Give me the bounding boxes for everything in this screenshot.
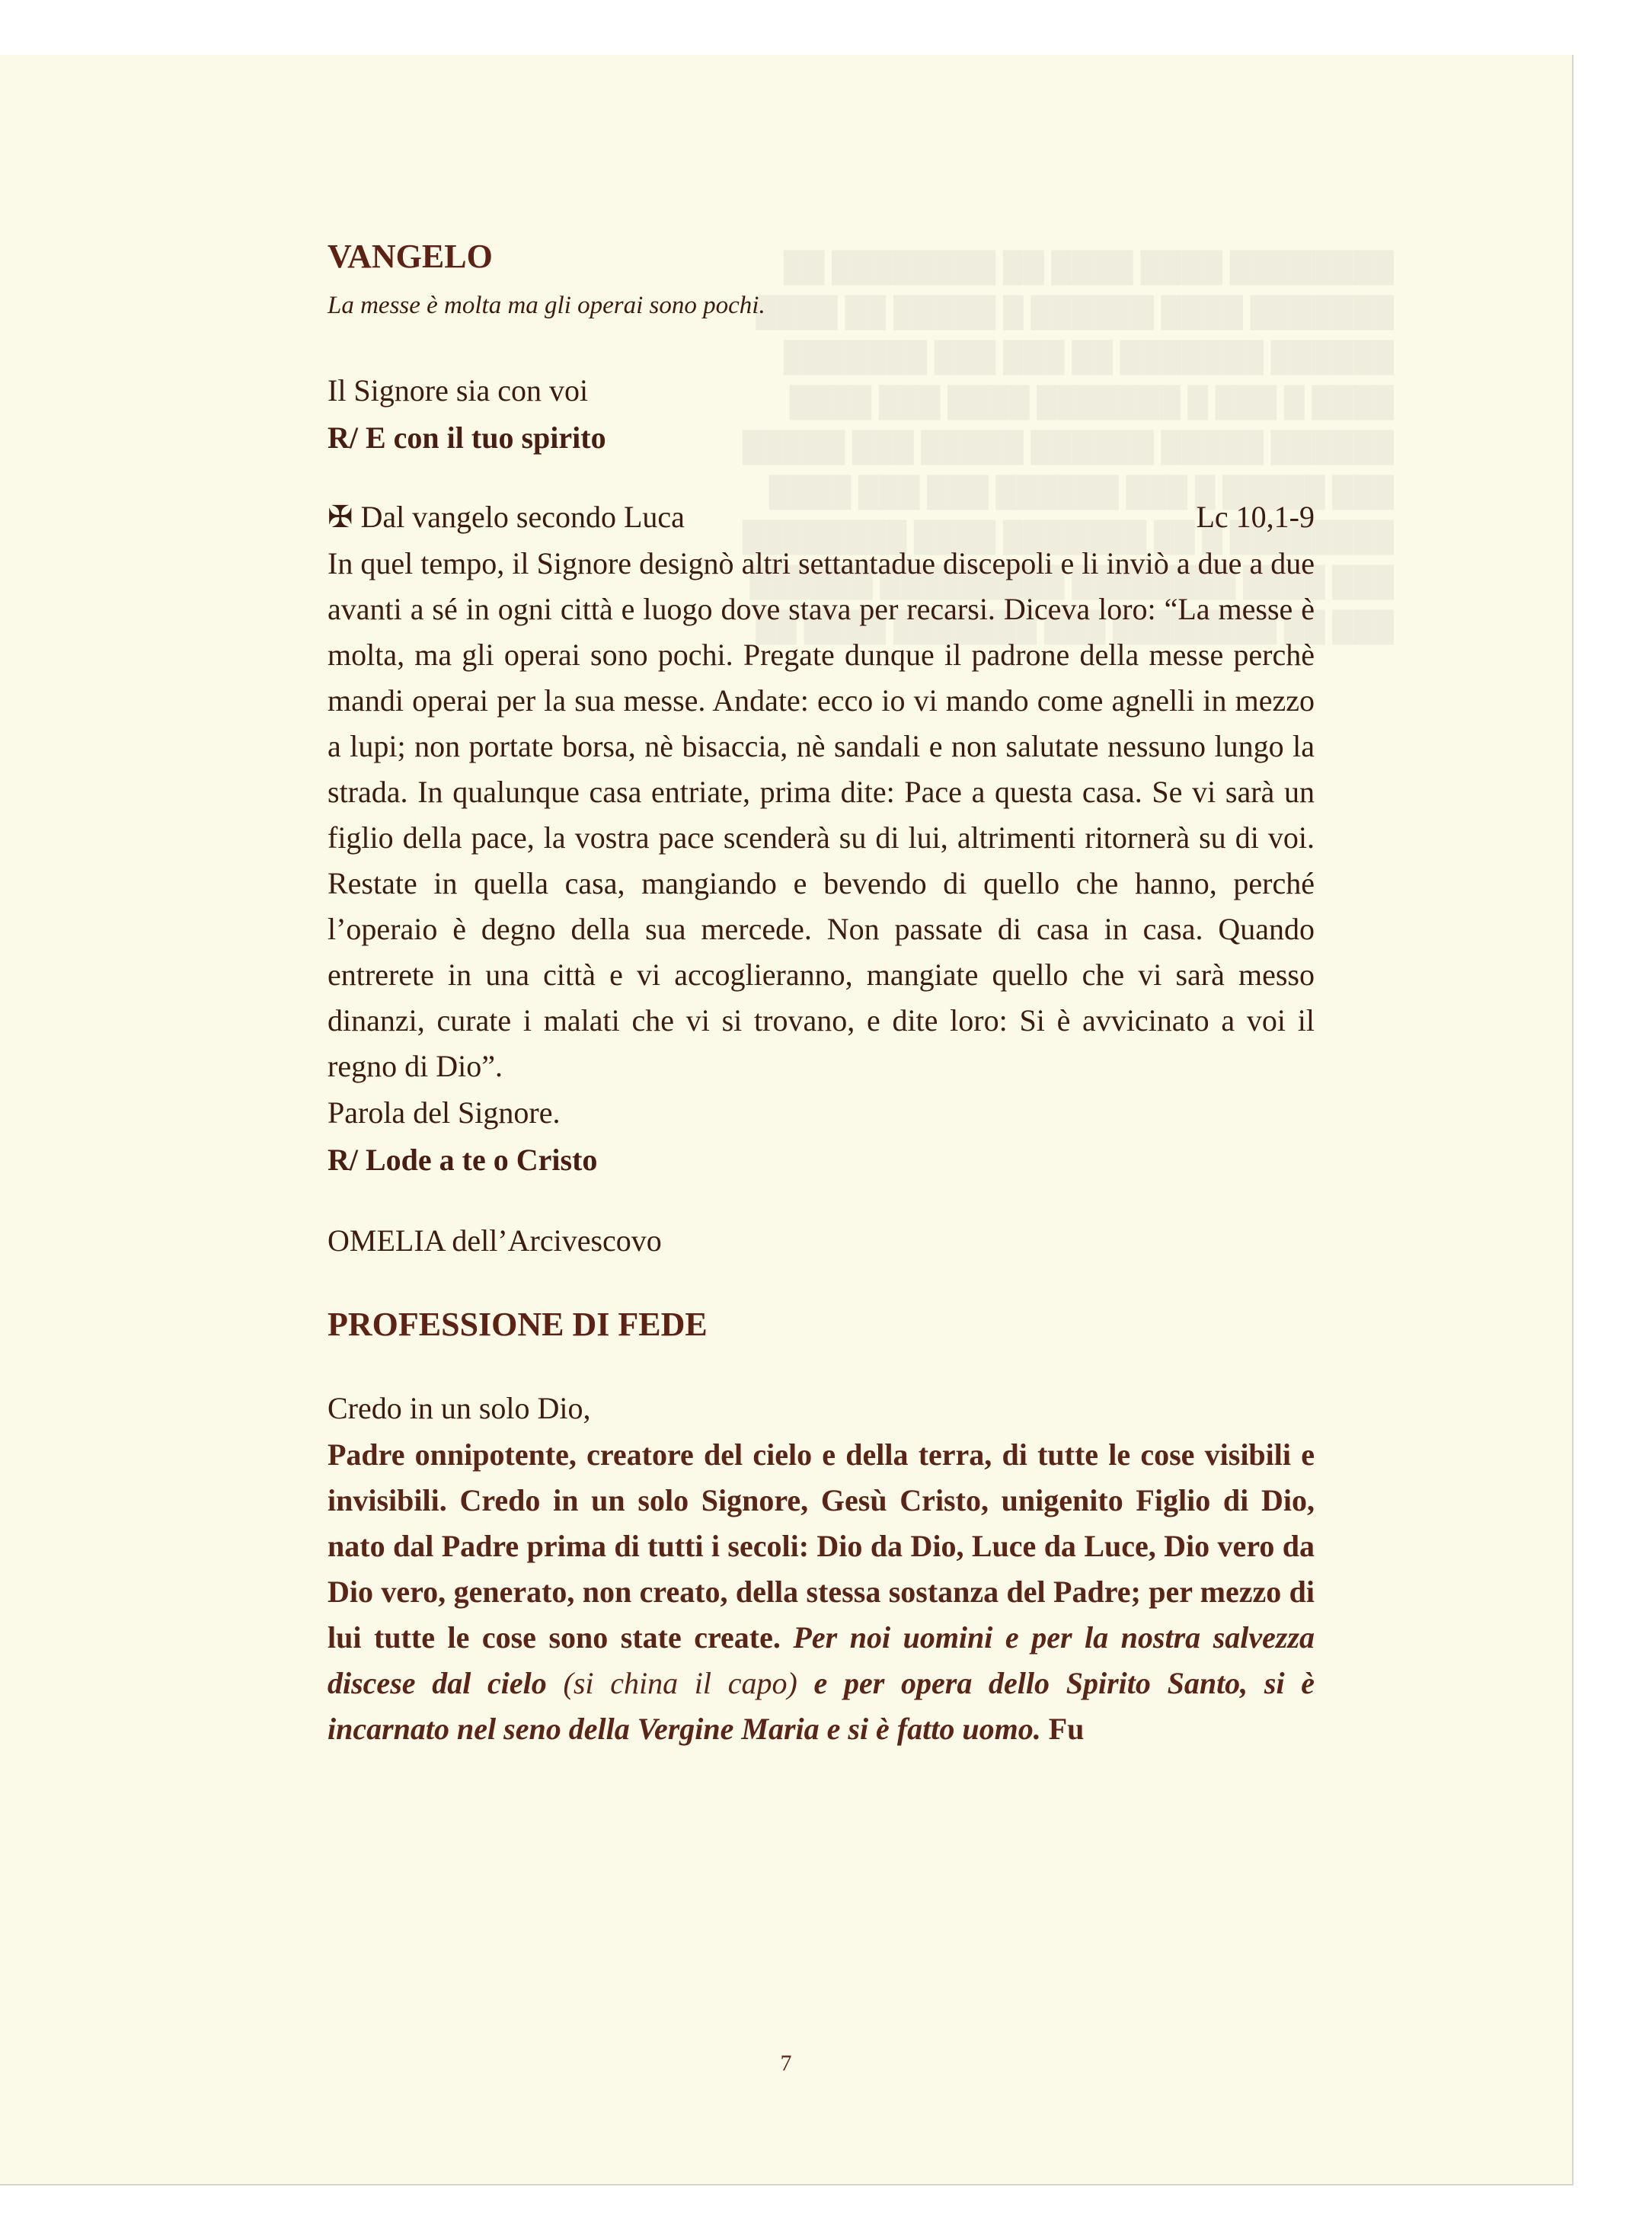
gospel-closing-response: R/ Lode a te o Cristo (328, 1143, 598, 1177)
vangelo-subtitle: La messe è molta ma gli operai sono pochi. (328, 292, 765, 319)
greeting-line: Il Signore sia con voi (328, 373, 589, 408)
gospel-announcement: ✠ Dal vangelo secondo Luca (328, 500, 685, 534)
page-number: 7 (780, 2051, 792, 2076)
omelia-line: OMELIA dell’Arcivescovo (328, 1223, 662, 1258)
page-sheet (0, 55, 1574, 2185)
gospel-text: In quel tempo, il Signore designò altri settantadue discepoli e li inviò a due a due avanti a sé in ogni città e luogo dove stava per recarsi. Diceva loro: “La messe è molta, ma gli operai sono pochi. Pregate dunque il padrone della messe perchè mandi operai per la sua messe. Andate: ecco io vi mando come agnelli in mezzo a lupi; non portate borsa, nè bisaccia, nè sandali e non salutate nessuno lungo la strada. In qualunque casa entriate, prima dite: Pace a questa casa. Se vi sarà un figlio della pace, la vostra pace scenderà su di lui, altrimenti ritornerà su di voi. Restate in quella casa, mangiando e bevendo di quello che hanno, perché l’operaio è degno della sua mercede. Non passate di casa in casa. Quando entrerete in una città e vi accoglieranno, mangiate quello che vi sarà messo dinanzi, curate i malati che vi si trovano, e dite loro: Si è avvicinato a voi il regno di Dio”. (328, 546, 1315, 1083)
gospel-reference: Lc 10,1-9 (1196, 500, 1315, 534)
gospel-announcement-row (328, 494, 1315, 541)
liturgy-content (328, 230, 1315, 1752)
creed-italic-text-2: e per opera dello Spirito Santo, si è incarnato nel seno della Vergine Maria e si è fatto uomo. (328, 1666, 1315, 1746)
creed-intro: Credo in un solo Dio, (328, 1391, 591, 1425)
creed-bold-text: Padre onnipotente, creatore del cielo e della terra, di tutte le cose visibili e invisibili. Credo in un solo Signore, Gesù Cristo, unigenito Figlio di Dio, nato dal Padre prima di tutti i secoli: Dio da Dio, Luce da Luce, Dio vero da Dio vero, generato, non creato, della stessa sostanza del Padre; per mezzo di lui tutte le cose sono state create. (328, 1437, 1315, 1655)
gospel-closing: Parola del Signore. (328, 1095, 561, 1130)
creed-tail: Fu (1048, 1712, 1085, 1746)
creed-text (328, 1432, 1315, 1752)
professione-heading: PROFESSIONE DI FEDE (328, 1306, 708, 1343)
creed-rubric: (si china il capo) (563, 1666, 797, 1700)
vangelo-heading: VANGELO (328, 238, 493, 275)
creed-italic-text-1: Per noi uomini e per la nostra salvezza discese dal cielo (328, 1620, 1315, 1700)
greeting-response: R/ E con il tuo spirito (328, 420, 606, 455)
